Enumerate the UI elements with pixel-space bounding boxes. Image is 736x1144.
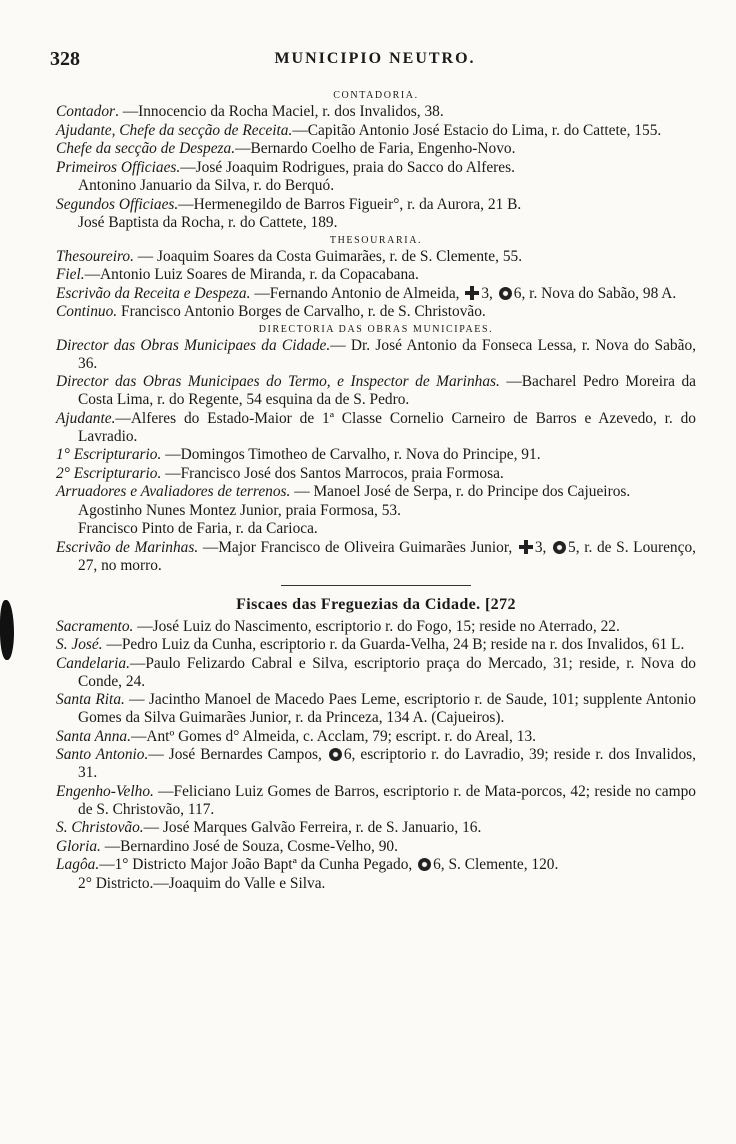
entry-text: —Antº Gomes d° Almeida, c. Acclam, 79; escript. r. do Areal, 13.: [130, 727, 536, 745]
entry-text: —Hermenegildo de Barros Figueir°, r. da Aurora, 21 B.: [178, 195, 522, 213]
entry-role: Lagôa.: [56, 856, 100, 873]
entry-text: 6, S. Clemente, 120.: [433, 856, 559, 873]
entry-lagoa: [56, 856, 696, 874]
entry-continuation: [56, 502, 696, 520]
entry-2-escripturario: [56, 465, 696, 483]
entry-text: —Fernando Antonio de Almeida,: [250, 284, 464, 302]
entry-s-christovao: [56, 819, 696, 837]
page-header: [50, 48, 700, 72]
entry-role: Candelaria.: [56, 654, 130, 672]
entry-text: —Paulo Felizardo Cabral e Silva, escriptorio praça do Mercado, 31; reside, r. Nova do Conde, 24.: [78, 654, 696, 690]
entry-role: Engenho-Velho.: [56, 782, 154, 800]
entry-role: Santa Anna.: [56, 727, 131, 745]
entry-text: Francisco Pinto de Faria, r. da Carioca.: [78, 520, 318, 537]
entry-role: Escrivão da Receita e Despeza.: [56, 284, 251, 302]
order-cross-icon: [519, 540, 533, 554]
entry-contador: [56, 103, 696, 121]
order-cross-icon: [465, 286, 479, 300]
entry-ajudante-directoria: [56, 410, 696, 446]
entry-role: Ajudante, Chefe da secção de Receita.: [56, 121, 293, 139]
entry-role: Fiel.: [56, 266, 85, 283]
entry-director-cidade: [56, 337, 696, 373]
entry-text: —Francisco José dos Santos Marrocos, praia Formosa.: [161, 464, 504, 482]
entry-text: Francisco Antonio Borges de Carvalho, r. de S. Christovão.: [117, 303, 486, 320]
entry-text: 6, escriptorio r. do Lavradio, 39; reside r. dos Invalidos, 31.: [78, 746, 696, 781]
entry-text: . —Innocencio da Rocha Maciel, r. dos Invalidos, 38.: [115, 103, 444, 120]
entry-text: 3,: [481, 284, 493, 302]
entry-role: S. José.: [56, 636, 103, 653]
entry-continuation: [56, 520, 696, 538]
entry-santo-antonio: [56, 746, 696, 782]
entry-chefe-despeza: [56, 140, 696, 158]
entry-santa-anna: [56, 728, 696, 746]
entry-santa-rita: [56, 691, 696, 727]
entry-text: 2° Districto.—Joaquim do Valle e Silva.: [78, 874, 326, 892]
entry-text: — Dr. José Antonio da Fonseca Lessa, r. Nova do Sabão, 36.: [78, 336, 696, 372]
entry-text: — José Marques Galvão Ferreira, r. de S. Januario, 16.: [143, 819, 482, 836]
entry-role: Director das Obras Municipaes do Termo, e Inspector de Marinhas.: [56, 373, 500, 390]
entry-sacramento: [56, 618, 696, 636]
entry-text: —Pedro Luiz da Cunha, escriptorio r. da Guarda-Velha, 24 B; reside na r. dos Invalidos, 61 L.: [102, 636, 685, 653]
entry-text: r. Nova do Sabão, 98 A.: [529, 284, 677, 302]
section-title-fiscaes: Fiscaes das Freguezias da Cidade. [272: [236, 595, 516, 613]
entry-text: —Antonio Luiz Soares de Miranda, r. da Copacabana.: [84, 266, 419, 283]
entry-candelaria: [56, 655, 696, 691]
entry-text: 3,: [534, 538, 547, 556]
entry-continuation: [56, 214, 696, 232]
entry-role: Primeiros Officiaes.: [56, 158, 181, 176]
entry-text: José Baptista da Rocha, r. do Cattete, 189.: [78, 214, 338, 231]
entry-fiel: [56, 266, 696, 284]
entry-role: Continuo.: [56, 303, 118, 320]
entry-text: —Alferes do Estado-Maior de 1ª Classe Cornelio Carneiro de Barros e Azevedo, r. do Lavradio.: [78, 409, 696, 445]
entry-role: 2° Escripturario.: [56, 464, 162, 482]
medal-icon: [499, 287, 512, 300]
entry-role: S. Christovão.: [56, 819, 144, 836]
section-heading-thesouraria: THESOURARIA.: [329, 234, 423, 246]
entry-role: Escrivão de Marinhas.: [56, 538, 199, 556]
entry-text: — Manoel José de Serpa, r. do Principe dos Cajueiros.: [290, 483, 631, 500]
entry-text: —Bernardo Coelho de Faria, Engenho-Novo.: [235, 140, 516, 157]
entry-role: Chefe da secção de Despeza.: [56, 140, 236, 157]
section-heading-contadoria: CONTADORIA.: [333, 90, 419, 101]
entry-role: Santo Antonio.: [56, 746, 149, 763]
running-title: MUNICIPIO NEUTRO.: [274, 50, 476, 67]
entry-role: Gloria.: [56, 837, 101, 855]
entry-text: Antonino Januario da Silva, r. do Berquó.: [78, 177, 335, 194]
section-divider: [281, 585, 471, 586]
entry-role: Director das Obras Municipaes da Cidade.: [56, 336, 331, 354]
entry-s-jose: [56, 636, 696, 654]
entry-engenho-velho: [56, 783, 696, 819]
page-number: 328: [50, 48, 80, 70]
entry-text: —1° Districto Major João Baptª da Cunha Pegado,: [99, 856, 417, 873]
entry-text: —José Luiz do Nascimento, escriptorio r. do Fogo, 15; reside no Aterrado, 22.: [133, 617, 620, 635]
entry-text: —Capitão Antonio José Estacio do Lima, r. do Cattete, 155.: [292, 121, 662, 139]
entry-continuation: [56, 177, 696, 195]
entry-text: — José Bernardes Campos,: [148, 746, 327, 763]
entry-ajudante: [56, 122, 696, 140]
entry-text: —Bernardino José de Souza, Cosme-Velho, 90.: [100, 837, 398, 855]
entry-role: Sacramento.: [56, 617, 134, 635]
entry-gloria: [56, 838, 696, 856]
entry-text: —José Joaquim Rodrigues, praia do Sacco do Alferes.: [180, 158, 515, 176]
entry-role: Contador: [56, 103, 116, 120]
entry-escrivao-receita: [56, 285, 696, 303]
entry-role: Santa Rita.: [56, 691, 125, 708]
entry-arruadores: [56, 483, 696, 501]
entry-escrivao-marinhas: [56, 539, 696, 575]
page-body: [56, 88, 696, 893]
section-heading-directoria: DIRECTORIA DAS OBRAS MUNICIPAES.: [258, 323, 494, 335]
entry-role: 1° Escripturario.: [56, 446, 162, 463]
entry-continuo: [56, 303, 696, 321]
entry-lagoa-2-districto: [56, 875, 696, 893]
entry-role: Ajudante.: [56, 409, 116, 427]
medal-icon: [418, 858, 431, 871]
entry-primeiros-officiaes: [56, 159, 696, 177]
entry-text: —Bacharel Pedro Moreira da Costa Lima, r. do Regente, 54 esquina da de S. Pedro.: [78, 373, 696, 408]
entry-role: Arruadores e Avaliadores de terrenos.: [56, 483, 291, 500]
entry-segundos-officiaes: [56, 196, 696, 214]
entry-1-escripturario: [56, 446, 696, 464]
entry-text: 5, r. de S. Lourenço, 27, no morro.: [78, 538, 696, 574]
entry-text: — Joaquim Soares da Costa Guimarães, r. de S. Clemente, 55.: [133, 247, 523, 265]
ink-smudge: [0, 600, 14, 660]
entry-text: 6,: [513, 284, 526, 302]
entry-role: Thesoureiro.: [56, 247, 134, 265]
entry-director-termo: [56, 373, 696, 409]
entry-text: —Domingos Timotheo de Carvalho, r. Nova do Principe, 91.: [161, 446, 541, 463]
entry-role: Segundos Officiaes.: [56, 195, 179, 213]
entry-text: —Feliciano Luiz Gomes de Barros, escriptorio r. de Mata-porcos, 42; reside no campo de S. Christovão, 117.: [78, 782, 696, 818]
entry-text: Agostinho Nunes Montez Junior, praia Formosa, 53.: [78, 501, 401, 519]
entry-text: — Jacintho Manoel de Macedo Paes Leme, escriptorio r. de Saude, 101; supplente Antonio Gomes da Silva Guimarães Junior, r. da Princeza, 134 A. (Cajueiros).: [78, 691, 696, 726]
entry-thesoureiro: [56, 248, 696, 266]
medal-icon: [553, 541, 566, 554]
entry-text: —Major Francisco de Oliveira Guimarães Junior,: [198, 538, 517, 556]
medal-icon: [329, 748, 342, 761]
